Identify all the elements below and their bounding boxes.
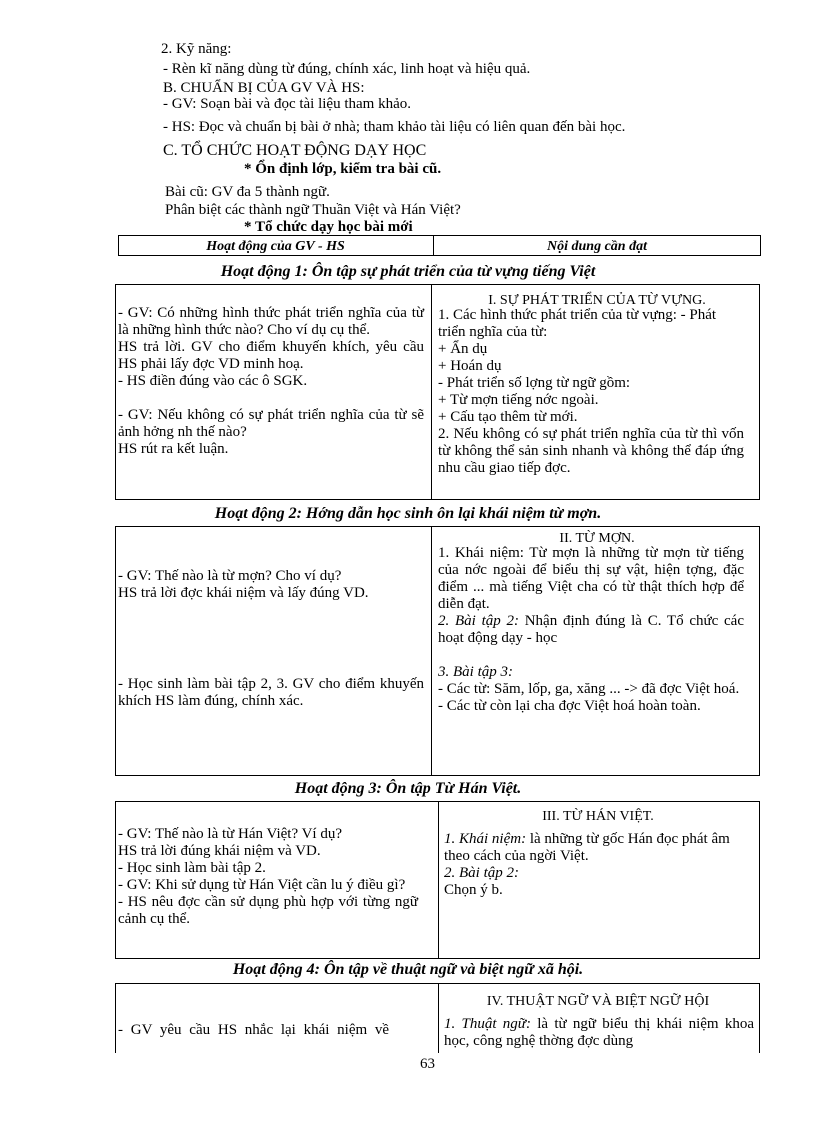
activity-2-left-a	[118, 568, 424, 602]
activity-4-left	[118, 1022, 433, 1039]
skills-heading: 2. Kỹ năng:	[161, 41, 232, 57]
activity-3-concept-text: là những từ gốc Hán đọc phát âm theo cách của ngời Việt.	[444, 831, 730, 864]
old-lesson-line: Bài cũ: GV đa 5 thành ngữ.	[165, 184, 330, 200]
activity-4-right	[444, 1016, 754, 1050]
activity-1-title: Hoạt động 1: Ôn tập sự phát triển của từ vựng tiếng Việt	[220, 263, 596, 280]
activity-2-title: Hoạt động 2: Hớng dẫn học sinh ôn lại khái niệm từ mợn.	[214, 505, 602, 522]
activity-3-left-line: - Học sinh làm bài tập 2.	[118, 860, 266, 876]
prep-gv: - GV: Soạn bài và đọc tài liệu tham khảo.	[163, 96, 411, 112]
activity-1-right	[438, 307, 744, 477]
activity-3-left-line: - GV: Thế nào là từ Hán Việt? Ví dụ?	[118, 826, 342, 842]
activity-2-ex2-label: 2. Bài tập 2:	[438, 613, 519, 629]
activity-2-right-heading: II. TỪ MỢN.	[559, 531, 635, 546]
activity-2-ex2-text: Nhận định đúng là C. Tổ chức các hoạt động dạy - học	[438, 613, 744, 646]
page-number: 63	[420, 1056, 435, 1072]
activity-2-right-ex2	[438, 613, 744, 647]
activity-4-title: Hoạt động 4: Ôn tập về thuật ngữ và biệt ngữ xã hội.	[232, 961, 584, 978]
activity-3-right-concept	[444, 831, 750, 865]
activity-2-right-concept: 1. Khái niệm: Từ mợn là những từ mợn từ tiếng của nớc ngoài để biểu thị sự vật, hiện tợng, đặc điểm ... mà tiếng Việt cha có từ thật thích hợp để diễn đạt.	[438, 545, 744, 612]
activity-2-right	[438, 545, 744, 715]
activity-2-ex3-label: 3. Bài tập 3:	[438, 664, 513, 680]
activity-3-right-heading: III. TỪ HÁN VIỆT.	[542, 809, 654, 824]
activity-3-left-line: - GV: Khi sử dụng từ Hán Việt cần lu ý điều gì?	[118, 877, 406, 893]
activity-3-left-line: HS trả lời đúng khái niệm và VD.	[118, 843, 321, 859]
activity-1-right-line: + Hoán dụ	[438, 358, 502, 374]
activity-2-left-line: HS trả lời đợc khái niệm và lấy đúng VD.	[118, 585, 369, 601]
activity-2-left-line: - GV: Thế nào là từ mợn? Cho ví dụ?	[118, 568, 342, 584]
activity-1-left	[118, 305, 424, 458]
activity-1-left-line: HS rút ra kết luận.	[118, 441, 229, 457]
header-left: Hoạt động của GV - HS	[206, 239, 345, 254]
activity-3-title: Hoạt động 3: Ôn tập Từ Hán Việt.	[294, 780, 522, 797]
prep-hs: - HS: Đọc và chuẩn bị bài ở nhà; tham khảo tài liệu có liên quan đến bài học.	[163, 119, 626, 135]
activity-3-divider	[438, 801, 439, 959]
header-right: Nội dung cần đạt	[547, 239, 647, 254]
activity-3-right	[444, 831, 750, 899]
activity-1-right-line: - Phát triển số lợng từ ngữ gồm:	[438, 375, 631, 391]
activity-1-left-line: HS trả lời. GV cho điểm khuyến khích, yêu cầu HS phải lấy đợc VD minh hoạ.	[118, 339, 424, 372]
activity-2-ex3-b: - Các từ còn lại cha đợc Việt hoá hoàn toàn.	[438, 698, 701, 714]
activity-4-right-concept	[444, 1016, 754, 1050]
activity-3-ex2-label: 2. Bài tập 2:	[444, 865, 519, 881]
activity-1-right-line: + Cấu tạo thêm từ mới.	[438, 409, 578, 425]
activity-2-left-b	[118, 676, 424, 710]
activity-3-left	[118, 826, 418, 928]
org-heading: C. TỔ CHỨC HOẠT ĐỘNG DẠY HỌC	[163, 142, 427, 159]
activity-2-ex3-a: - Các từ: Săm, lốp, ga, xăng ... -> đã đợc Việt hoá.	[438, 681, 740, 697]
activity-3-ex2-text: Chọn ý b.	[444, 882, 503, 898]
activity-1-right-heading: I. SỰ PHÁT TRIỂN CỦA TỪ VỰNG.	[488, 293, 706, 308]
activity-1-divider	[431, 284, 432, 500]
activity-3-left-line: - HS nêu đợc cần sử dụng phù hợp với từng ngữ cảnh cụ thể.	[118, 894, 418, 927]
activity-1-right-line: + Ẩn dụ	[438, 341, 488, 357]
activity-4-concept-text: là từ ngữ biểu thị khái niệm khoa học, công nghệ thờng đợc dùng	[444, 1016, 755, 1049]
activity-4-concept-label: 1. Thuật ngữ:	[444, 1016, 531, 1032]
activity-2-left-line: - Học sinh làm bài tập 2, 3. GV cho điểm khuyến khích HS làm đúng, chính xác.	[118, 676, 424, 709]
activity-1-right-line: + Từ mợn tiếng nớc ngoài.	[438, 392, 599, 408]
prep-heading: B. CHUẨN BỊ CỦA GV VÀ HS:	[163, 80, 365, 96]
activity-3-concept-label: 1. Khái niệm:	[444, 831, 527, 847]
activity-1-left-line: - GV: Có những hình thức phát triển nghĩa của từ là những hình thức nào? Cho ví dụ cụ thể.	[118, 305, 424, 338]
new-lesson-line: * Tổ chức dạy học bài mới	[244, 219, 413, 235]
activity-4-divider	[438, 983, 439, 1053]
activity-1-right-line: 2. Nếu không có sự phát triển nghĩa của từ thì vốn từ không thể sản sinh nhanh và không thể đáp ứng nhu cầu giao tiếp đợc.	[438, 426, 744, 476]
activity-1-right-line: 1. Các hình thức phát triển của từ vựng: - Phát triển nghĩa của từ:	[438, 307, 717, 340]
skills-item: - Rèn kĩ năng dùng từ đúng, chính xác, linh hoạt và hiệu quả.	[163, 61, 531, 77]
distinguish-line: Phân biệt các thành ngữ Thuần Việt và Hán Việt?	[165, 202, 461, 218]
activity-4-right-heading: IV. THUẬT NGỮ VÀ BIỆT NGỮ HỘI	[486, 994, 710, 1009]
activity-2-divider	[431, 526, 432, 776]
activity-1-left-line: - GV: Nếu không có sự phát triển nghĩa của từ sẽ ảnh hởng nh thế nào?	[118, 407, 424, 440]
activity-1-left-line: - HS điền đúng vào các ô SGK.	[118, 373, 308, 389]
stabilize-line: * Ổn định lớp, kiểm tra bài cũ.	[244, 161, 442, 177]
activity-4-left-line: - GV yêu cầu HS nhắc lại khái niệm về	[118, 1022, 390, 1038]
